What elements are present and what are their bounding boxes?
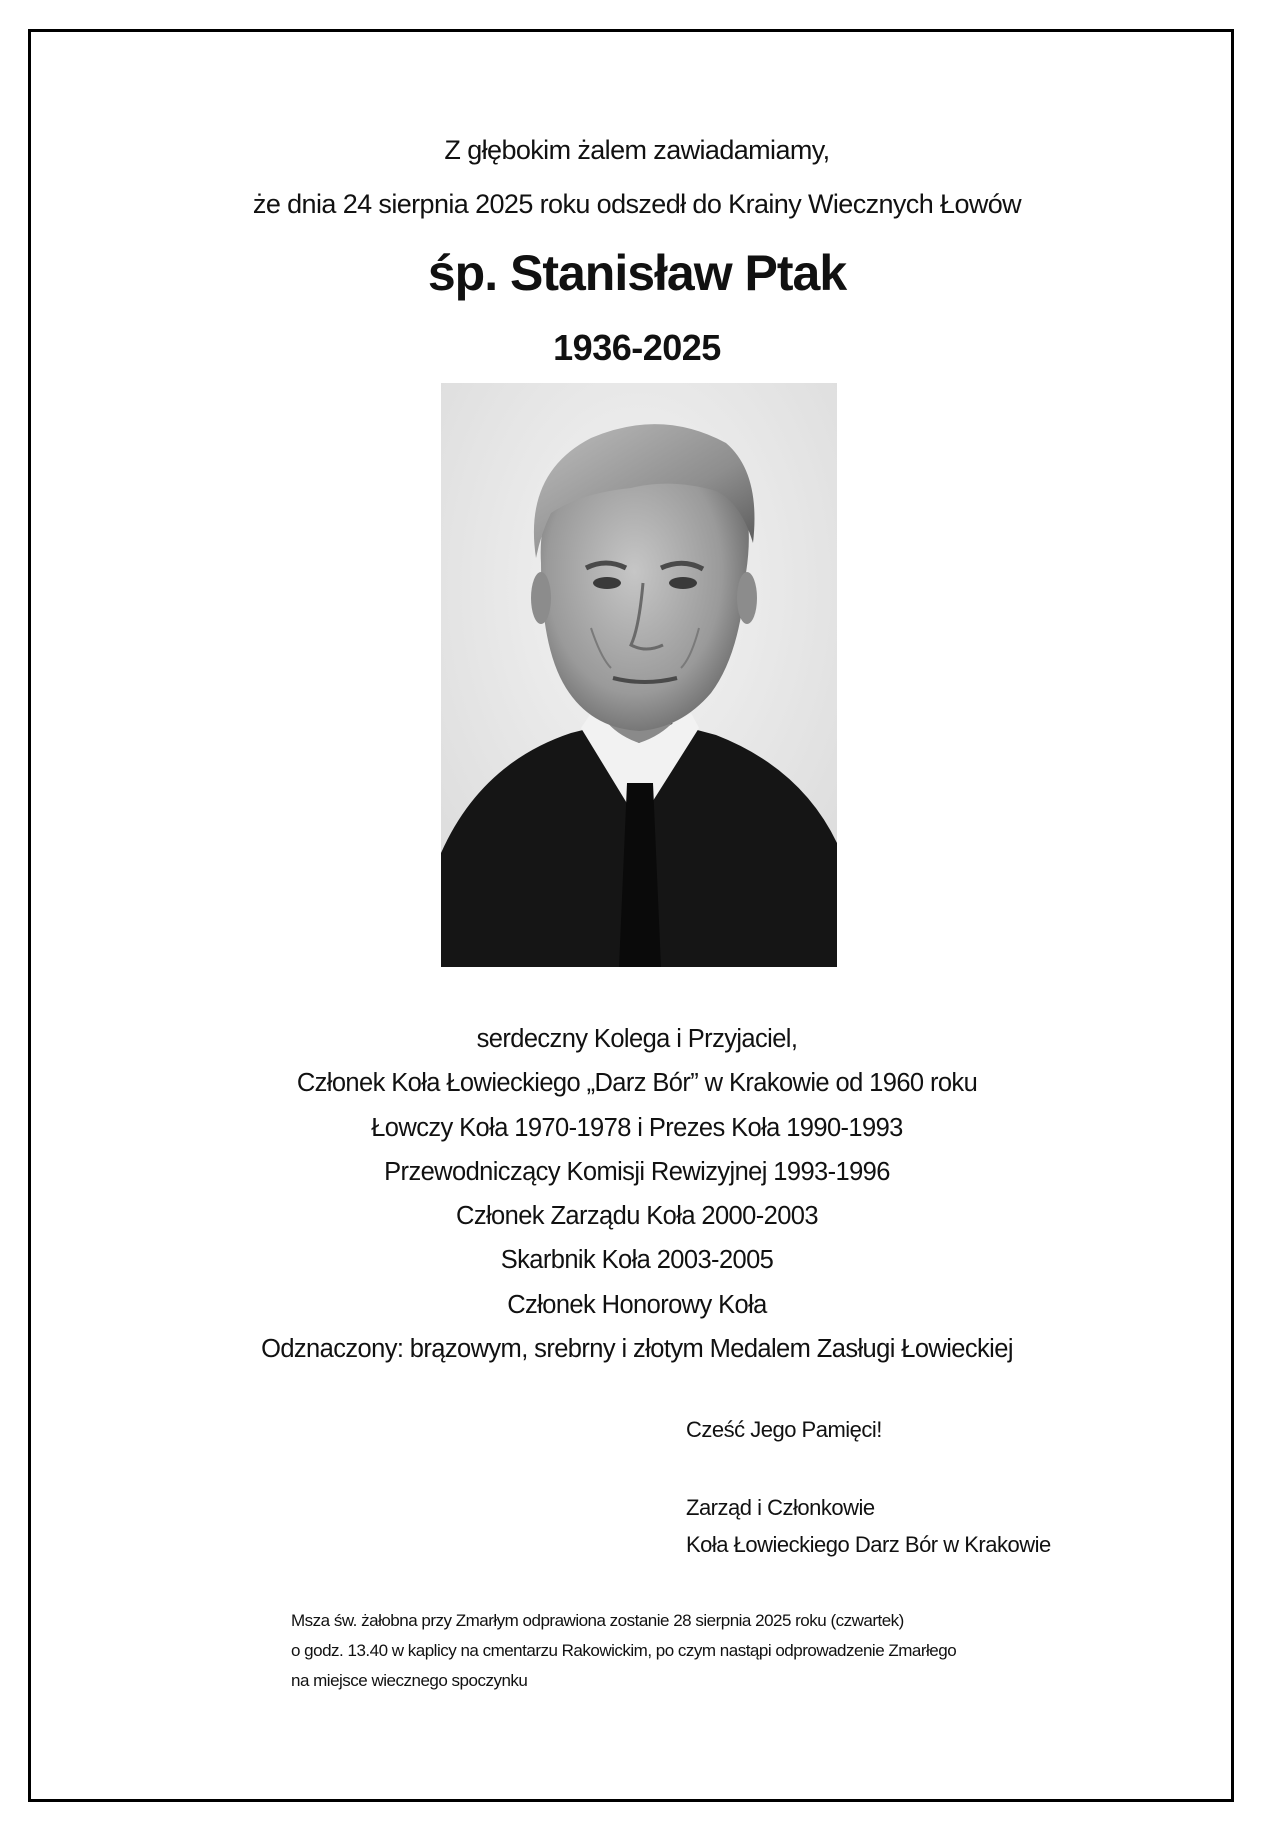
- mass-notice-line: na miejsce wiecznego spoczynku: [291, 1671, 528, 1690]
- tribute-line: Cześć Jego Pamięci!: [686, 1417, 882, 1442]
- mass-notice-line: Msza św. żałobna przy Zmarłym odprawiona zostanie 28 sierpnia 2025 roku (czwartek): [291, 1611, 904, 1630]
- bio-line: Odznaczony: brązowym, srebrny i złotym Medalem Zasługi Łowieckiej: [261, 1335, 1013, 1364]
- portrait-photo: [441, 383, 837, 967]
- deceased-name: śp. Stanisław Ptak: [427, 245, 847, 301]
- biography-list: [0, 1017, 1274, 1371]
- signatory-line-1: Zarząd i Członkowie: [686, 1495, 875, 1520]
- mass-notice: [291, 1606, 956, 1696]
- bio-line: Członek Koła Łowieckiego „Darz Bór” w Krakowie od 1960 roku: [296, 1069, 978, 1098]
- bio-line: Łowczy Koła 1970-1978 i Prezes Koła 1990-1993: [371, 1113, 903, 1142]
- bio-line: Członek Honorowy Koła: [507, 1290, 767, 1319]
- announcement-line-2: że dnia 24 sierpnia 2025 roku odszedł do Krainy Wiecznych Łowów: [252, 189, 1022, 219]
- bio-line: Skarbnik Koła 2003-2005: [500, 1246, 774, 1275]
- signatory-line-2: Koła Łowieckiego Darz Bór w Krakowie: [686, 1532, 1051, 1557]
- mass-notice-line: o godz. 13.40 w kaplicy na cmentarzu Rakowickim, po czym nastąpi odprowadzenie Zmarłego: [291, 1641, 957, 1660]
- bio-line: Członek Zarządu Koła 2000-2003: [456, 1202, 818, 1231]
- bio-line: Przewodniczący Komisji Rewizyjnej 1993-1996: [384, 1157, 890, 1186]
- bio-line: serdeczny Kolega i Przyjaciel,: [476, 1025, 798, 1053]
- life-years: 1936-2025: [553, 327, 721, 368]
- announcement-line-1: Z głębokim żalem zawiadamiamy,: [444, 135, 830, 165]
